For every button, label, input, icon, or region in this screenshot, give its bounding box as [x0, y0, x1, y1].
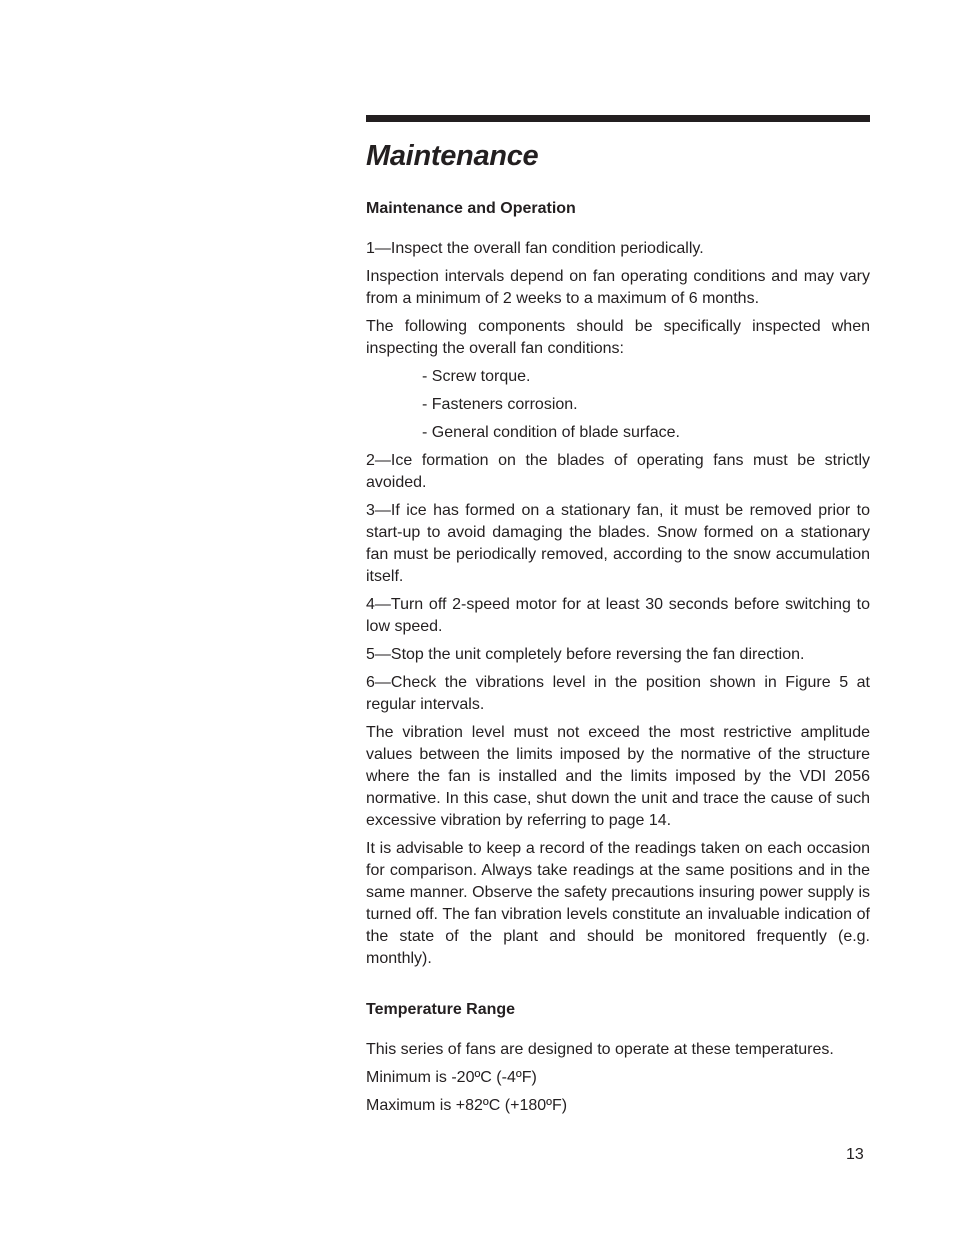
content-column — [366, 115, 870, 1123]
paragraph: Inspection intervals depend on fan operating conditions and may vary from a minimum of 2 weeks to a maximum of 6 months. — [366, 268, 870, 307]
title-rule — [366, 115, 870, 122]
page-number: 13 — [846, 1146, 864, 1163]
page-title: Maintenance — [366, 140, 539, 172]
paragraph: 1—Inspect the overall fan condition periodically. — [366, 240, 704, 257]
paragraph: The following components should be specifically inspected when inspecting the overall fan conditions: — [366, 318, 870, 357]
paragraph: This series of fans are designed to operate at these temperatures. — [366, 1041, 834, 1058]
section-heading-temperature-range: Temperature Range — [366, 1001, 516, 1018]
paragraph: The vibration level must not exceed the most restrictive amplitude values between the limits imposed by the normative of the structure where the fan is installed and the limits imposed by the VDI 2056 normative. In this case, shut down the unit and trace the cause of such excessive vibration by referring to page 14. — [366, 724, 870, 829]
paragraph: It is advisable to keep a record of the readings taken on each occasion for comparison. Always take readings at the same positions and in the same manner. Observe the safety precautions insuring power supply is turned off. The fan vibration levels constitute an invaluable indication of the state of the plant and should be monitored frequently (e.g. monthly). — [366, 840, 870, 967]
paragraph: 2—Ice formation on the blades of operating fans must be strictly avoided. — [366, 452, 870, 491]
paragraph: 3—If ice has formed on a stationary fan, it must be removed prior to start-up to avoid damaging the blades. Snow formed on a stationary fan must be periodically removed, according to the snow accumulation itself. — [366, 502, 870, 585]
paragraph: 5—Stop the unit completely before reversing the fan direction. — [366, 646, 805, 663]
list-item: - General condition of blade surface. — [422, 424, 680, 441]
list-item: - Screw torque. — [422, 368, 531, 385]
paragraph: Maximum is +82ºC (+180ºF) — [366, 1097, 568, 1114]
paragraph: Minimum is -20ºC (-4ºF) — [366, 1069, 537, 1086]
list-item: - Fasteners corrosion. — [422, 396, 578, 413]
section-heading-maintenance-operation: Maintenance and Operation — [366, 200, 576, 217]
paragraph: 6—Check the vibrations level in the position shown in Figure 5 at regular intervals. — [366, 674, 870, 713]
paragraph: 4—Turn off 2-speed motor for at least 30 seconds before switching to low speed. — [366, 596, 870, 635]
